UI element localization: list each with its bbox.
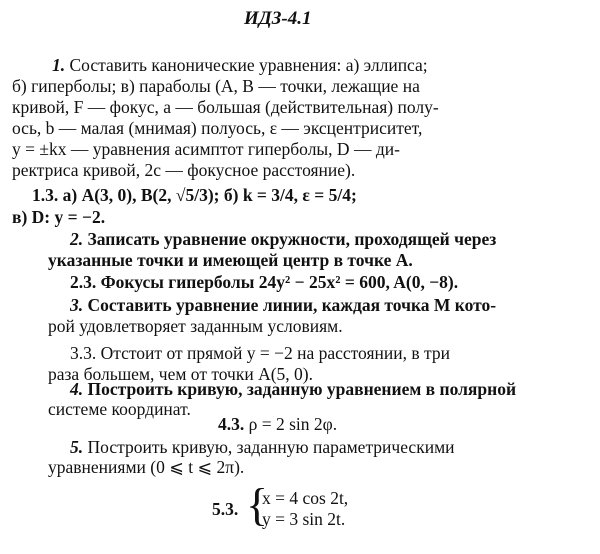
task-3-line-1 — [70, 294, 496, 316]
answer-3-3-number: 3.3. — [70, 343, 97, 363]
answer-2-3-text: Фокусы гиперболы 24y² − 25x² = 600, A(0, −8). — [100, 272, 459, 292]
task-2-line-2: указанные точки и имеющей центр в точке A. — [48, 250, 413, 270]
answer-5-3-equation-2: y = 3 sin 2t. — [262, 509, 346, 529]
task-3-line-2: рой удовлетворяет заданным условиям. — [48, 316, 343, 336]
task-5-number: 5. — [70, 437, 84, 457]
answer-1-3-text: а) A(3, 0), B(2, √5/3); б) k = 3/4, ε = 5/4; — [62, 185, 357, 205]
answer-4-3-number: 4.3. — [218, 414, 245, 434]
answer-4-3-text: ρ = 2 sin 2φ. — [248, 414, 338, 434]
task-1-line-1 — [52, 54, 428, 76]
task-1-line-5: y = ±kx — уравнения асимптот гиперболы, D — ди- — [12, 139, 400, 159]
task-4-line-1 — [70, 378, 516, 400]
task-1-line-6: ректриса кривой, 2c — фокусное расстояние). — [12, 160, 356, 180]
task-2-number: 2. — [70, 229, 84, 249]
task-2-text-1: Записать уравнение окружности, проходящей через — [87, 229, 497, 249]
answer-4-3 — [218, 413, 337, 435]
answer-5-3-equation-1: x = 4 cos 2t, — [262, 488, 349, 508]
task-5-line-2: уравнениями (0 ⩽ t ⩽ 2π). — [48, 457, 245, 477]
answer-3-3-line-1 — [70, 342, 450, 364]
task-1-line-2: б) гиперболы; в) параболы (A, B — точки, лежащие на — [12, 76, 420, 96]
task-4-line-2: системе координат. — [48, 399, 191, 419]
task-5-line-1 — [70, 436, 455, 458]
task-1-line-4: ось, b — малая (мнимая) полуось, ε — эксцентриситет, — [12, 118, 423, 138]
task-4-number: 4. — [70, 379, 84, 399]
task-4-text-1: Построить кривую, заданную уравнением в полярной — [87, 379, 517, 399]
task-1-line-3: кривой, F — фокус, a — большая (действительная) полу- — [12, 97, 439, 117]
answer-5-3-brace: { — [246, 479, 269, 530]
task-1-number: 1. — [52, 55, 66, 75]
task-2-line-1 — [70, 228, 496, 250]
task-3-text-1: Составить уравнение линии, каждая точка M кото- — [87, 295, 497, 315]
answer-1-3-number: 1.3. — [32, 185, 59, 205]
task-1-text-1: Составить канонические уравнения: а) эллипса; — [69, 55, 428, 75]
answer-1-3-line-1 — [32, 184, 357, 206]
answer-3-3-line-2: раза большем, чем от точки A(5, 0). — [48, 364, 314, 384]
answer-1-3-line-2: в) D: y = −2. — [12, 207, 106, 227]
task-5-text-1: Построить кривую, заданную параметрическими — [87, 437, 455, 457]
answer-5-3-number: 5.3. — [212, 499, 239, 519]
answer-2-3-number: 2.3. — [70, 272, 97, 292]
answer-2-3 — [70, 271, 458, 293]
answer-3-3-text: Отстоит от прямой y = −2 на расстоянии, в три — [100, 343, 450, 363]
task-3-number: 3. — [70, 295, 84, 315]
document-title: ИДЗ-4.1 — [244, 8, 312, 29]
